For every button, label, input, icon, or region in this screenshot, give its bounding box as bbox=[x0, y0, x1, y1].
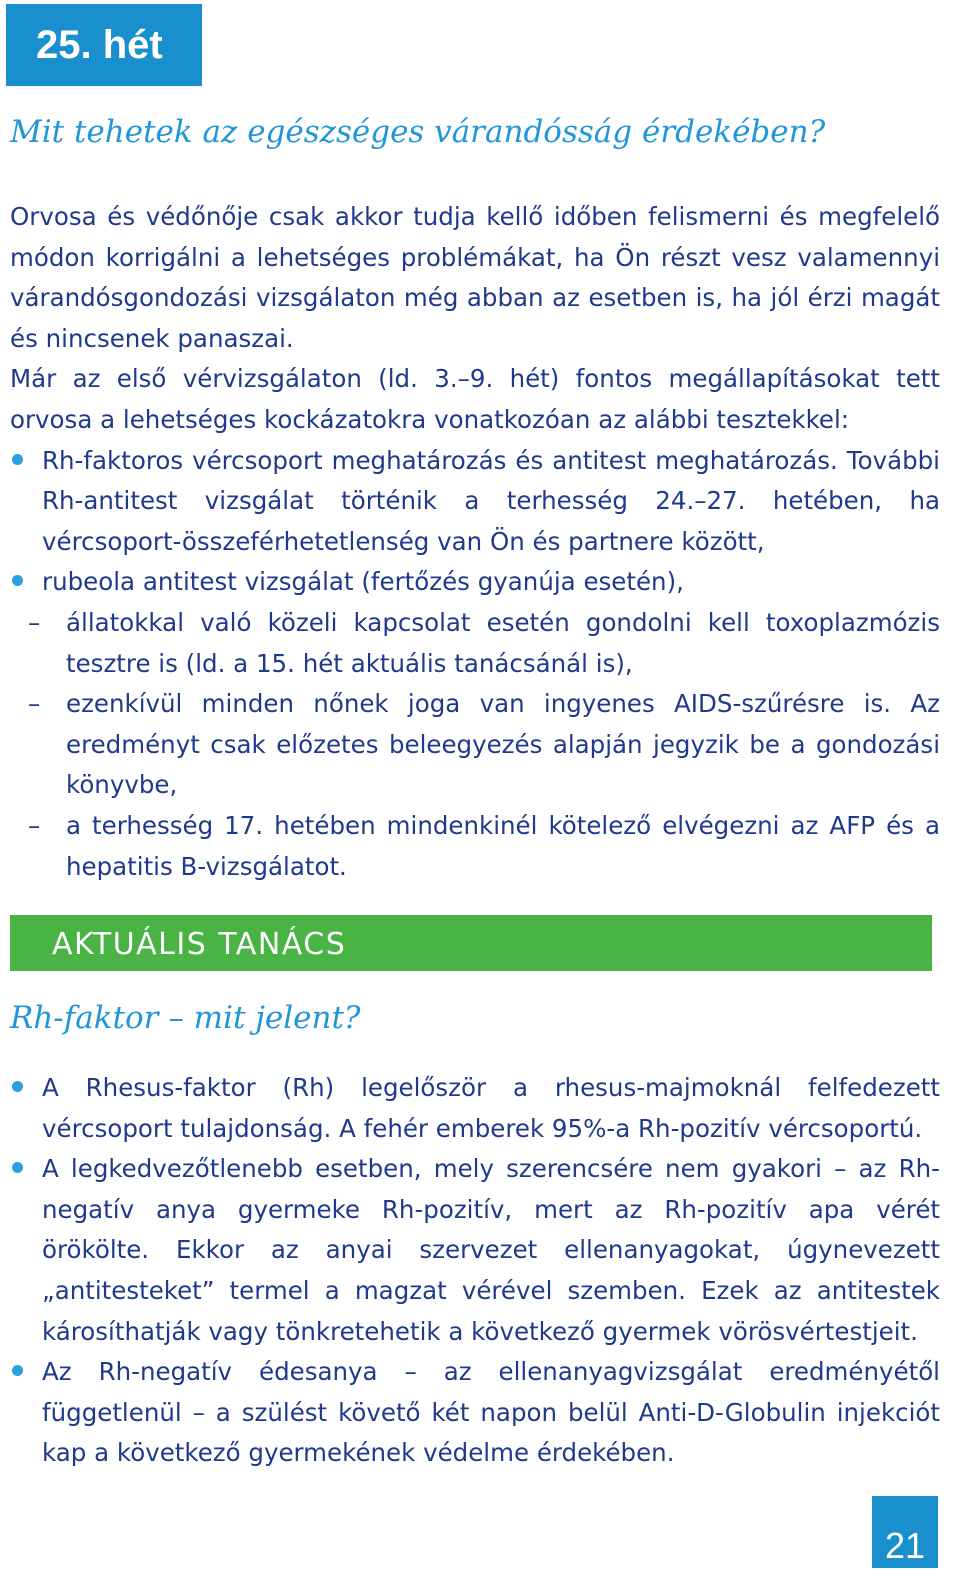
advice-banner-label: AKTUÁLIS TANÁCS bbox=[52, 927, 347, 962]
tips-title: Rh-faktor – mit jelent? bbox=[10, 1000, 361, 1036]
list-item-text: állatokkal való közeli kapcsolat esetén gondolni kell toxoplazmózis tesztre is (ld. a 15. hét aktuális tanácsánál is), bbox=[66, 607, 940, 678]
section-title: Mit tehetek az egészséges várandósság érdekében? bbox=[10, 114, 826, 150]
list-item bbox=[10, 1352, 940, 1474]
intro-paragraph-tests: Már az első vérvizsgálaton (ld. 3.–9. hét) fontos megállapításokat tett orvosa a lehetséges kockázatokra vonatkozóan az alábbi tesztekkel: bbox=[10, 364, 940, 434]
bullet-dot-icon bbox=[12, 575, 23, 586]
bullet-dot-icon bbox=[12, 1162, 23, 1173]
advice-banner bbox=[10, 915, 932, 971]
list-item bbox=[28, 806, 940, 887]
list-item-text: Az Rh-negatív édesanya – az ellenanyagvizsgálat eredményétől függetlenül – a szülést követő két napon belül Anti-D-Globulin injekciót kap a következő gyermekének védelme érdekében. bbox=[42, 1357, 940, 1468]
list-item bbox=[28, 684, 940, 806]
intro-paragraph: Orvosa és védőnője csak akkor tudja kellő időben felismerni és megfelelő módon korrigálni a lehetséges problémákat, ha Ön részt vesz valamennyi várandósgondozási vizsgálaton még abban az esetben is, ha jól érzi magát és nincsenek panaszai. bbox=[10, 202, 940, 353]
tips-section bbox=[10, 1068, 940, 1474]
dash-icon: – bbox=[28, 810, 41, 840]
list-item-text: a terhesség 17. hetében mindenkinél kötelező elvégezni az AFP és a hepatitis B-vizsgálatot. bbox=[66, 810, 940, 881]
page-number: 21 bbox=[872, 1496, 938, 1568]
dash-icon: – bbox=[28, 689, 41, 719]
bullet-dot-icon bbox=[12, 454, 23, 465]
dash-sublist bbox=[28, 603, 940, 887]
list-item bbox=[28, 603, 940, 684]
list-item bbox=[10, 1068, 940, 1149]
test-bullet-list bbox=[10, 441, 940, 888]
dash-icon: – bbox=[28, 607, 41, 637]
bullet-dot-icon bbox=[12, 1081, 23, 1092]
bullet-dot-icon bbox=[12, 1365, 23, 1376]
list-item bbox=[10, 562, 940, 887]
tips-bullet-list bbox=[10, 1068, 940, 1474]
intro-section bbox=[10, 197, 940, 887]
list-item bbox=[10, 1149, 940, 1352]
week-label: 25. hét bbox=[6, 4, 202, 86]
list-item-text: A Rhesus-faktor (Rh) legelőször a rhesus-majmoknál felfedezett vércsoport tulajdonság. A fehér emberek 95%-a Rh-pozitív vércsoportú. bbox=[42, 1073, 940, 1143]
list-item bbox=[10, 441, 940, 563]
list-item-text: Rh-faktoros vércsoport meghatározás és antitest meghatározás. További Rh-antitest vizsgálat történik a terhesség 24.–27. hetében, ha vércsoport-összeférhetetlenség van Ön és partnere között, bbox=[42, 445, 940, 556]
list-item-text: rubeola antitest vizsgálat (fertőzés gyanúja esetén), bbox=[42, 567, 684, 597]
list-item-text: ezenkívül minden nőnek joga van ingyenes AIDS-szűrésre is. Az eredményt csak előzetes beleegyezés alapján jegyzik be a gondozási könyvbe, bbox=[66, 689, 940, 800]
list-item-text: A legkedvezőtlenebb esetben, mely szerencsére nem gyakori – az Rh-negatív anya gyermeke Rh-pozitív, mert az Rh-pozitív apa vérét örökölte. Ekkor az anyai szervezet ellenanyagokat, úgynevezett „antitesteket” termel a magzat vérével szemben. Ezek az antitestek károsíthatják vagy tönkretehetik a következő gyermek vörösvértestjeit. bbox=[42, 1154, 940, 1346]
